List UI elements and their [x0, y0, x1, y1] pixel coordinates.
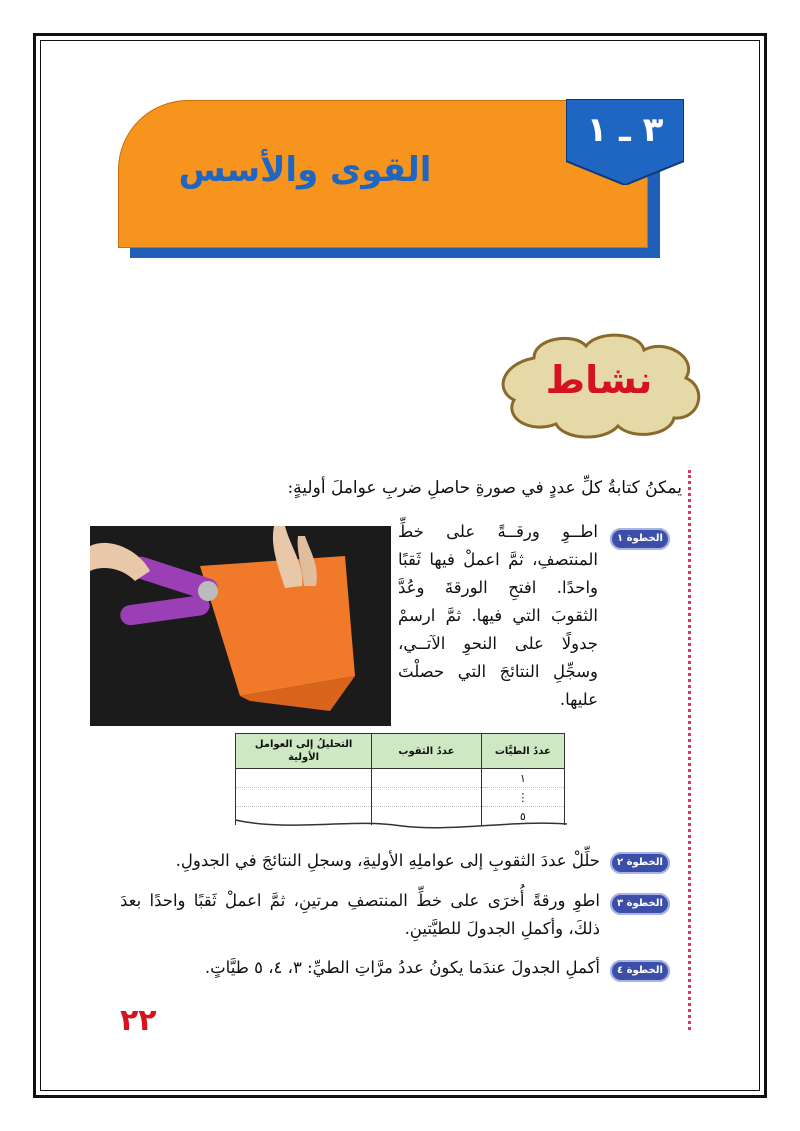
table-torn-edge	[232, 818, 570, 832]
table-cell	[372, 788, 482, 807]
hole-punch-photo-icon	[90, 526, 391, 726]
step-4-text: أكملِ الجدولَ عندَما يكونُ عددُ مرَّاتِ الطيِّ: ٣، ٤، ٥ طيَّاتٍ.	[204, 958, 600, 977]
step-1-text: اطــوِ ورقــةً على خطِّ المنتصفِ، ثمَّ اعملْ فيها ثَقبًا واحدًا. افتحِ الورقةَ وعُدَّ الثقوبَ التي فيها. ثمَّ ارسمْ جدولًا على النحوِ الآتــي، وسجِّلِ النتائجَ التي حصلْتَ عليها.	[398, 522, 598, 709]
page-title: القوى والأسس	[178, 150, 432, 190]
results-table	[235, 733, 565, 825]
table-cell	[236, 788, 372, 807]
table-row	[236, 769, 565, 788]
hole-punch-photo	[90, 526, 391, 726]
table-header-folds: عددُ الطيَّات	[481, 734, 564, 769]
page-number: ٢٢	[120, 1003, 157, 1038]
step-1-badge: الخطوة ١	[610, 528, 670, 550]
table-cell: ١	[481, 769, 564, 788]
table-cell: ٥	[481, 807, 564, 826]
activity-label: نشاط	[545, 358, 653, 402]
step-3-badge: الخطوة ٣	[610, 893, 670, 915]
step-3-text: اطوِ ورقةً أُخرَى على خطِّ المنتصفِ مرتينِ، ثمَّ اعملْ ثَقبًا واحدًا بعدَ ذلكَ، وأكملِ الجدولَ للطيَّتينِ.	[120, 891, 600, 938]
step-2-text: حلِّلْ عددَ الثقوبِ إلى عواملِهِ الأوليةِ، وسجلِ النتائجَ في الجدولِ.	[175, 851, 600, 870]
margin-dotted-line	[688, 470, 691, 1030]
table-cell	[236, 769, 372, 788]
table-cell: ⋮	[481, 788, 564, 807]
section-number: ٣ ـ ١	[586, 110, 664, 150]
step-2-badge: الخطوة ٢	[610, 852, 670, 874]
table-row	[236, 788, 565, 807]
step-4-badge: الخطوة ٤	[610, 960, 670, 982]
table-header-factorization: التحليلُ إلى العوامل الأولية	[236, 734, 372, 769]
table-cell	[372, 769, 482, 788]
table-header-holes: عددُ الثقوب	[372, 734, 482, 769]
activity-intro: يمكنُ كتابةُ كلِّ عددٍ في صورةِ حاصلِ ضربِ عواملَ أوليةٍ:	[287, 478, 682, 498]
